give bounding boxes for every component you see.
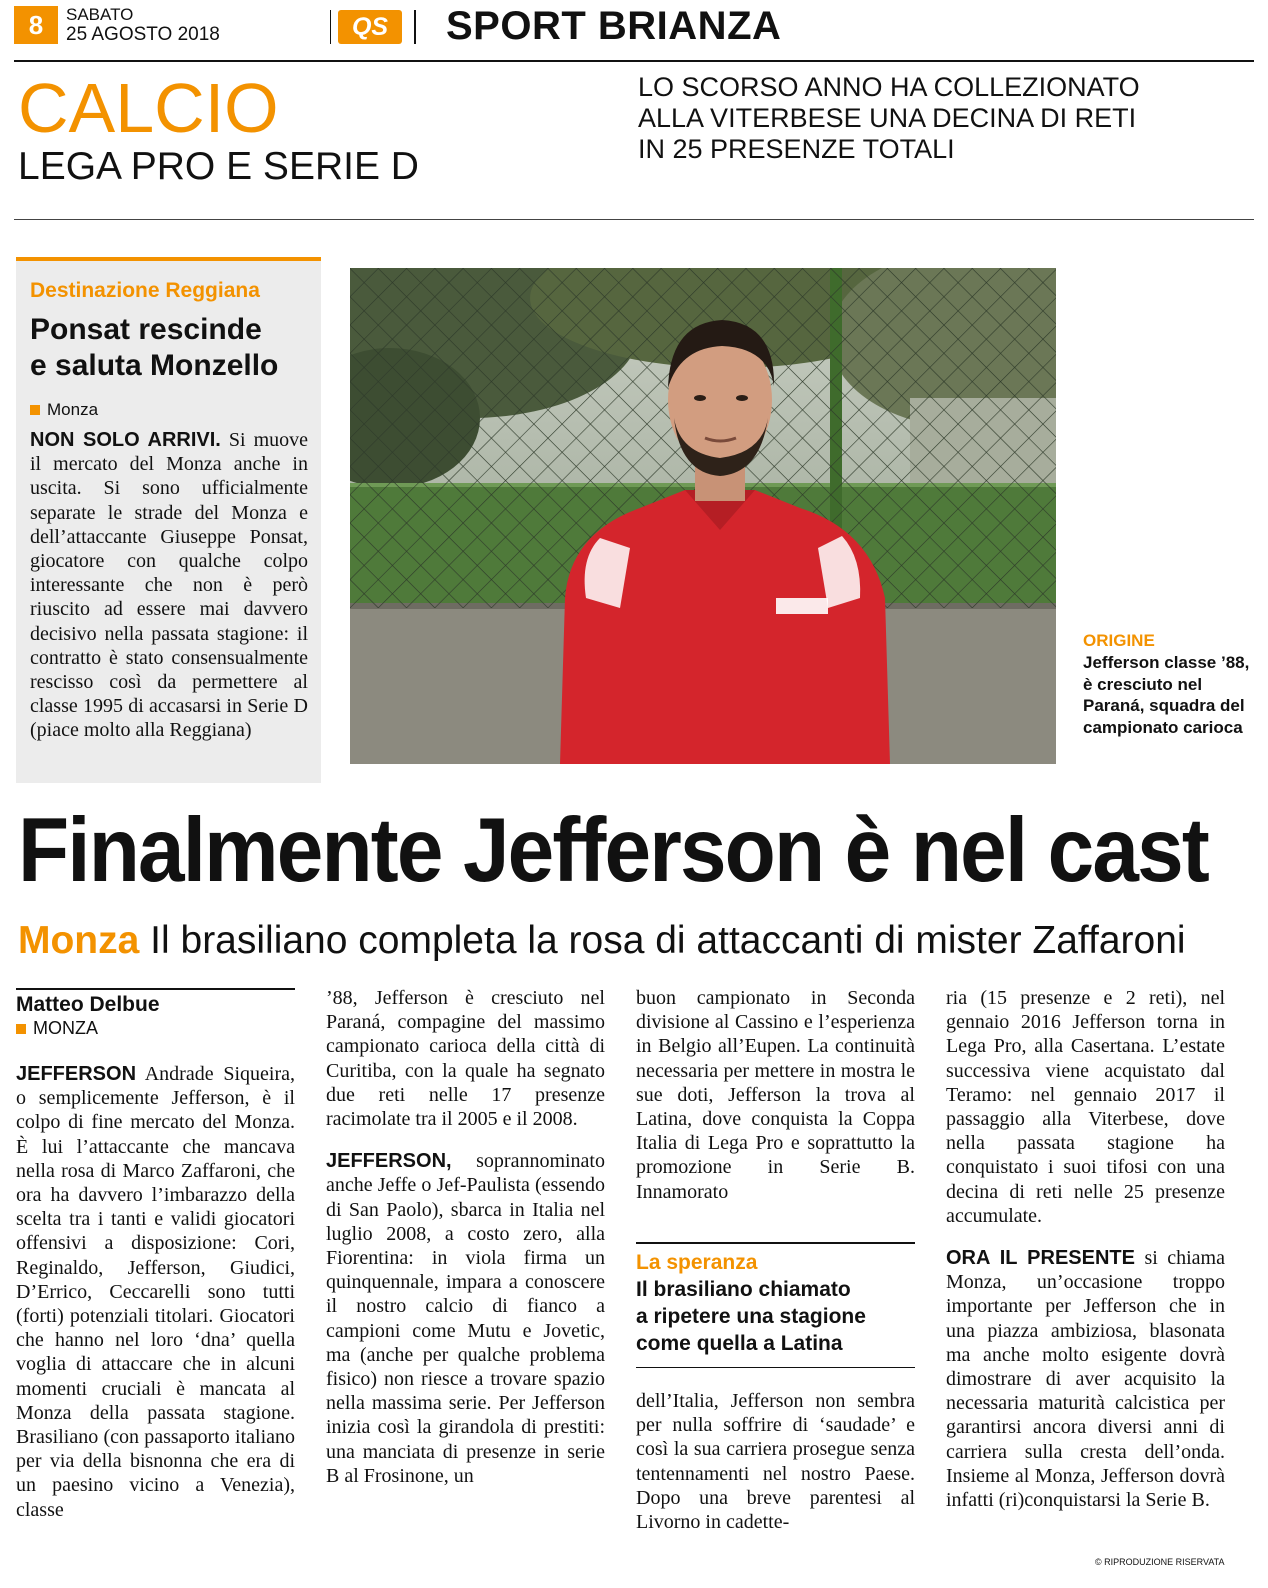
callout-line: ALLA VITERBESE UNA DECINA DI RETI (638, 103, 1137, 133)
category-title: CALCIO (18, 69, 279, 147)
sidebar-location (30, 400, 98, 420)
sidebar-title (30, 312, 315, 384)
sidebar-kicker: Destinazione Reggiana (30, 279, 260, 302)
byline-rule (16, 988, 295, 990)
headline: Finalmente Jefferson è nel cast (18, 800, 1208, 901)
inset-title (636, 1276, 915, 1357)
section-title: SPORT BRIANZA (446, 4, 782, 48)
article-text: si chiama Monza, un’occasione troppo importante per Jefferson che in una piazza ambiziosa, blasonata ma anche molto esigente dovrà dimostrare di aver acquisito la necessaria maturità calcistica per garantirsi ancora diversi anni di carriera sulla cresta dell’onda. Insieme al Monza, Jefferson dovrà infatti (ri)conquistarsi la Serie B. (946, 1247, 1225, 1512)
article-column-3-bottom (636, 1389, 915, 1534)
caption-kicker: ORIGINE (1083, 631, 1155, 650)
issue-date: 25 AGOSTO 2018 (66, 24, 220, 45)
issue-day: SABATO (66, 5, 134, 24)
player-photo-illustration (350, 268, 1056, 764)
page-number: 8 (14, 6, 58, 44)
callout-quote (638, 72, 1140, 165)
sidebar-body (30, 428, 308, 743)
article-column-3-top (636, 986, 915, 1204)
photo-caption: Jefferson classe ’88, è cresciuto nel Paraná, squadra del campionato carioca (1083, 653, 1250, 737)
sidebar-title-line: e saluta Monzello (30, 349, 279, 382)
article-column-1 (16, 1062, 295, 1522)
callout-line: LO SCORSO ANNO HA COLLEZIONATO (638, 72, 1140, 102)
header-rule (14, 60, 1254, 62)
square-bullet-icon (16, 1024, 26, 1034)
article-paragraph: ria (15 presenze e 2 reti), nel gennaio 2016 Jefferson torna in Lega Pro, alla Casertana. L’estate successiva viene acquistato dal Teramo: nel gennaio 2017 il passaggio alla Viterbese, dove nella passata stagione ha conquistato i suoi tifosi con una decina di reti nelle 25 presenze accumulate. (946, 987, 1225, 1227)
article-lead: JEFFERSON, (326, 1150, 452, 1173)
sidebar-title-line: Ponsat rescinde (30, 313, 262, 346)
inset-title-line: come quella a Latina (636, 1332, 843, 1355)
header-divider (330, 10, 331, 44)
category-subtitle: LEGA PRO E SERIE D (18, 145, 419, 188)
author-name: Matteo Delbue (16, 993, 160, 1016)
article-column-4 (946, 986, 1225, 1512)
byline-location (16, 1017, 98, 1039)
header-divider (414, 10, 416, 44)
player-photo (350, 268, 1056, 764)
square-bullet-icon (30, 405, 40, 415)
byline-location-text: MONZA (33, 1018, 98, 1038)
inset-rule (636, 1242, 915, 1244)
article-column-2 (326, 986, 605, 1488)
subheadline-text: Il brasiliano completa la rosa di attaccanti di mister Zaffaroni (139, 919, 1186, 962)
banner-rule (14, 219, 1254, 220)
sidebar-text: Si muove il mercato del Monza anche in uscita. Si sono ufficialmente separate le strade del Monza e dell’attaccante Giuseppe Ponsat, giocatore con qualche colpo interessante che non è però riuscito ad essere mai davvero decisivo nella passata stagione: il contratto è stato consensualmente rescisso così da permettere al classe 1995 di accasarsi in Serie D (piace molto alla Reggiana) (30, 429, 308, 742)
article-lead: JEFFERSON (16, 1063, 137, 1085)
inset-kicker: La speranza (636, 1251, 758, 1274)
inset-title-line: Il brasiliano chiamato (636, 1278, 851, 1301)
article-paragraph: dell’Italia, Jefferson non sembra per nulla soffrire di ‘saudade’ e così la sua carriera prosegue senza tentennamenti nel nostro Paese. Dopo una breve parentesi al Livorno in cadette- (636, 1390, 915, 1534)
sidebar-location-text: Monza (47, 400, 99, 419)
article-text: Andrade Siqueira, o semplicemente Jefferson, è il colpo di fine mercato del Monza. È lui l’attaccante che mancava nella rosa di Marco Zaffaroni, che ora ha davvero l’imbarazzo della scelta tra i tanti e validi giocatori offensivi a disposizione: Cori, Reginaldo, Jefferson, Giudici, D’Errico, Ceccarelli sono tutti (forti) potenziali titolari. Giocatori che hanno nel loro ‘dna’ quella voglia di attaccare che in alcuni momenti cruciali è mancata al Monza della passata stagione. Brasiliano (con passaporto italiano per via della bisnonna che era di un paesino vicino a Venezia), classe (16, 1063, 295, 1521)
inset-title-line: a ripetere una stagione (636, 1305, 866, 1328)
copyright-notice: © RIPRODUZIONE RISERVATA (1095, 1557, 1225, 1567)
subheadline-keyword: Monza (18, 919, 140, 962)
sidebar-lead: NON SOLO ARRIVI. (30, 429, 221, 451)
article-paragraph: ’88, Jefferson è cresciuto nel Paraná, compagine del massimo campionato carioca della città di Curitiba, con la quale ha segnato due reti nelle 17 presenze racimolate tra il 2005 e il 2008. (326, 987, 605, 1131)
qs-logo: QS (338, 10, 402, 44)
inset-rule (636, 1367, 915, 1368)
article-text: soprannominato anche Jeffe o Jef-Paulista (essendo di San Paolo), sbarca in Italia nel luglio 2008, a costo zero, alla Fiorentina: in viola firma un quinquennale, impara a conoscere il nostro calcio di fianco a campioni come Mutu e Jovetic, ma (anche per qualche problema fisico) non riesce a trovare spazio nella massima serie. Per Jefferson inizia così la girandola di prestiti: una manciata di presenze in serie B al Frosinone, un (326, 1150, 605, 1487)
article-paragraph: buon campionato in Seconda divisione al Cassino e l’esperienza in Belgio all’Eupen. La continuità necessaria per mettere in mostra le sue doti, Jefferson la trova al Latina, dove conquista la Coppa Italia di Lega Pro e soprattutto la promozione in Serie B. Innamorato (636, 987, 915, 1203)
article-lead: ORA IL PRESENTE (946, 1247, 1135, 1270)
callout-line: IN 25 PRESENZE TOTALI (638, 134, 955, 164)
subheadline (18, 916, 1258, 966)
